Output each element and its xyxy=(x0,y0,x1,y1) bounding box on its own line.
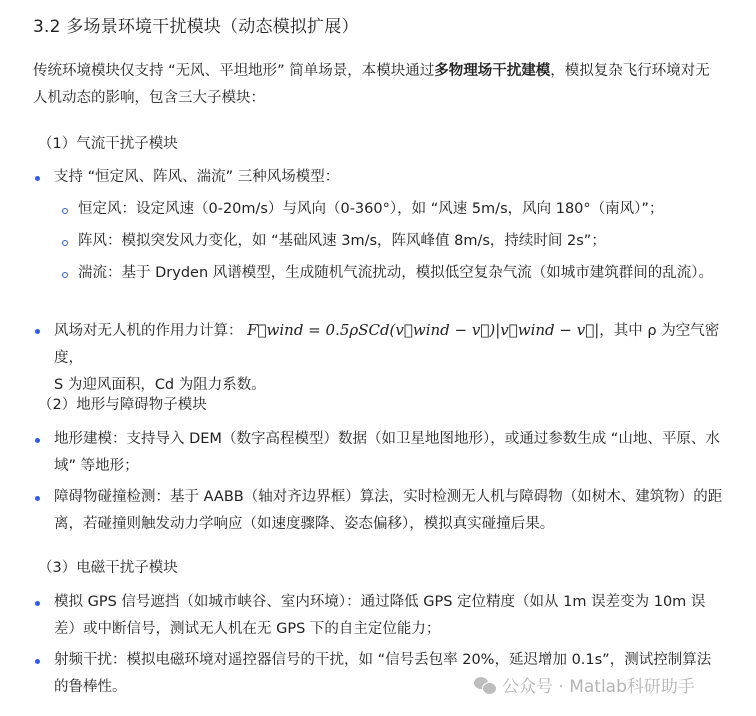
list-item: 地形建模：支持导入 DEM（数字高程模型）数据（如卫星地图地形），或通过参数生成 “山地、平原、水域” 等地形； xyxy=(54,431,720,474)
bullet-icon xyxy=(35,176,40,181)
hollow-bullet-icon xyxy=(62,272,68,278)
formula-mid: ，其中 ρ 为空气密度， xyxy=(54,323,720,366)
list-item: 模拟 GPS 信号遮挡（如城市峡谷、室内环境）：通过降低 GPS 定位精度（如从 1m 误差变为 10m 误差）或中断信号，测试无人机在无 GPS 下的自主定位能力； xyxy=(54,594,706,637)
subsection-title-em: （3）电磁干扰子模块 xyxy=(38,560,178,576)
intro-paragraph xyxy=(33,58,723,112)
subsection-title-airflow: （1）气流干扰子模块 xyxy=(38,136,178,152)
subsection-title-terrain: （2）地形与障碍物子模块 xyxy=(38,397,207,413)
hollow-bullet-icon xyxy=(62,208,68,214)
list-item: 支持 “恒定风、阵风、湍流” 三种风场模型： xyxy=(54,169,340,185)
sub-list-item: 恒定风：设定风速（0-20m/s）与风向（0-360°），如 “风速 5m/s，风向 180°（南风）”； xyxy=(78,201,664,217)
watermark-text: 公众号 · Matlab科研助手 xyxy=(502,677,695,697)
sub-list-item: 湍流：基于 Dryden 风谱模型，生成随机气流扰动，模拟低空复杂气流（如城市建筑群间的乱流）。 xyxy=(78,265,713,281)
list-item: 障碍物碰撞检测：基于 AABB（轴对齐边界框）算法，实时检测无人机与障碍物（如树木、建筑物）的距离，若碰撞则触发动力学响应（如速度骤降、姿态偏移），模拟真实碰撞后果。 xyxy=(54,489,723,532)
sub-list-item: 阵风：模拟突发风力变化，如 “基础风速 3m/s，阵风峰值 8m/s，持续时间 2s”； xyxy=(78,233,606,249)
wind-force-formula: F⃗wind = 0.5ρSCd(v⃗wind − v⃗)|v⃗wind − v⃗| xyxy=(247,321,600,339)
intro-text: 传统环境模块仅支持 “无风、平坦地形” 简单场景，本模块通过 xyxy=(33,63,435,79)
bullet-icon xyxy=(35,601,40,606)
list-item: 射频干扰：模拟电磁环境对遥控器信号的干扰，如 “信号丢包率 20%，延迟增加 0.1s”，测试控制算法的鲁棒性。 xyxy=(54,652,712,695)
hollow-bullet-icon xyxy=(62,240,68,246)
watermark xyxy=(474,672,695,697)
bullet-icon xyxy=(35,438,40,443)
formula-line2: S 为迎风面积，Cd 为阻力系数。 xyxy=(54,377,266,393)
wechat-icon xyxy=(474,676,496,694)
list-item-formula xyxy=(54,317,724,399)
bullet-icon xyxy=(35,329,40,334)
section-title: 3.2 多场景环境干扰模块（动态模拟扩展） xyxy=(33,17,359,37)
bullet-icon xyxy=(35,496,40,501)
formula-prefix: 风场对无人机的作用力计算： xyxy=(54,323,243,339)
intro-text-suffix: ，模拟复杂飞行环境对无人机动态的影响，包含三大子模块： xyxy=(33,63,710,106)
intro-bold: 多物理场干扰建模 xyxy=(434,63,551,79)
bullet-icon xyxy=(35,659,40,664)
